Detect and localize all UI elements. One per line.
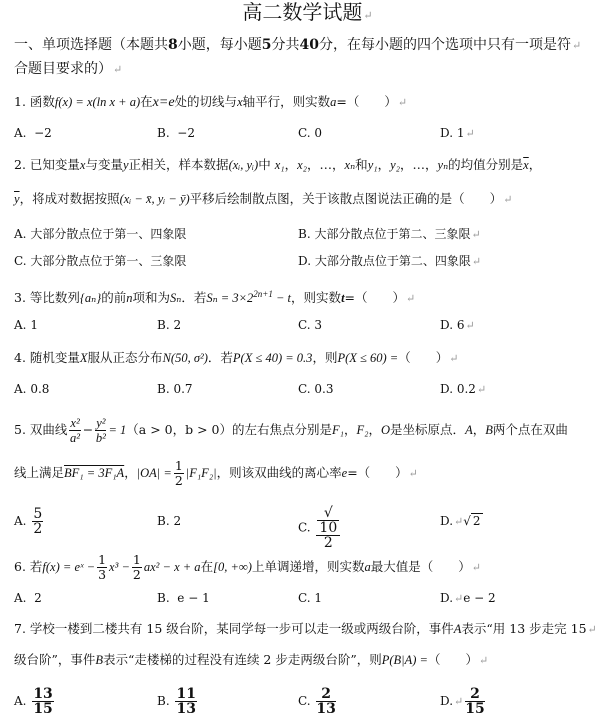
section-heading-cont <box>14 61 122 78</box>
q1-option-b <box>157 125 195 141</box>
q5-oa: |OA| = <box>136 466 172 480</box>
q1-text: 在 <box>140 94 153 109</box>
option-label: B. <box>298 227 311 241</box>
q1-option-c <box>298 125 322 141</box>
return-mark-icon: ↵ <box>587 623 597 636</box>
q7-text: （ ） <box>427 652 478 667</box>
return-mark-icon: ↵ <box>363 9 373 22</box>
option-text: 3 <box>314 318 323 332</box>
option-label: B. <box>157 514 170 528</box>
q5-option-d: D.↵√ 2 <box>440 514 481 528</box>
q5-frac-y <box>95 416 106 445</box>
q6-a: a <box>364 560 371 574</box>
option-label: D. <box>440 514 454 528</box>
option-label: D. <box>440 318 454 332</box>
q4-text: 4. 随机变量 <box>14 350 80 365</box>
section-text: 分共 <box>271 37 300 53</box>
q2-y2: y₂ <box>390 158 401 172</box>
option-fraction <box>175 687 196 716</box>
q4-distribution: N(50, σ²) <box>162 351 208 365</box>
q7-text: 7. 学校一楼到二楼共有 15 级台阶，某同学每一步可以走一级或两级台阶，事件 <box>14 621 454 636</box>
return-mark-icon: ↵ <box>471 228 481 241</box>
q6-text: 在 <box>200 559 214 574</box>
q1-text: 轴平行，则实数 <box>242 94 331 109</box>
q4-option-d <box>440 381 486 398</box>
q4-text: ．若 <box>207 350 233 365</box>
option-label: B. <box>157 382 170 396</box>
q2-text: ，将成对数据按照 <box>19 191 120 206</box>
q3-formula-lhs: Sₙ = 3×2 <box>206 291 254 306</box>
option-label: A. <box>14 514 27 528</box>
q3-option-a <box>14 317 38 333</box>
option-text: 大部分散点位于第二、三象限 <box>314 227 471 241</box>
fraction-num: 13 <box>33 686 53 702</box>
q6-text: 上单调递增，则实数 <box>251 559 365 574</box>
option-label: B. <box>157 591 170 605</box>
q3-text: ．若 <box>181 290 207 306</box>
return-mark-icon: ↵ <box>465 319 475 332</box>
fraction-den: 2 <box>33 521 43 537</box>
return-mark-icon: ↵ <box>454 592 464 605</box>
q7-text: 表示“用 13 步走完 15 <box>461 621 587 636</box>
option-text: 大部分散点位于第一、四象限 <box>30 227 187 241</box>
q1-point: x=e <box>152 95 175 110</box>
q5-condition: （a > 0，b > 0） <box>126 422 232 437</box>
return-mark-icon: ↵ <box>397 96 408 109</box>
q6-term1: x³ − <box>109 560 130 574</box>
q6-option-c <box>298 590 322 606</box>
q5-option-c <box>298 506 342 550</box>
question-7-stem-cont <box>14 652 488 669</box>
return-mark-icon: ↵ <box>465 127 475 140</box>
q5-f1f2: |F₁F₂| <box>185 466 217 480</box>
return-mark-icon: ↵ <box>571 39 582 52</box>
option-label: C. <box>298 520 311 535</box>
option-text: −2 <box>177 126 195 140</box>
q2-y1: y₁ <box>367 158 378 172</box>
fraction-num: √ 10 <box>316 506 340 536</box>
q2-text: 中 <box>258 157 271 172</box>
question-3-stem <box>14 286 415 307</box>
q5-frac-den: a² <box>70 431 81 445</box>
q5-text: 是坐标原点． <box>390 422 466 437</box>
q2-pair: (xᵢ, yᵢ) <box>228 158 259 172</box>
option-label: C. <box>14 254 27 268</box>
option-text: 2 <box>173 318 182 332</box>
q5-half-num: 1 <box>174 458 183 473</box>
return-mark-icon: ↵ <box>471 255 482 268</box>
q6-coef-1 <box>97 553 107 582</box>
q5-half <box>174 459 184 488</box>
q4-ask: P(X ≤ 60) = <box>337 351 399 365</box>
q1-option-d <box>440 125 475 142</box>
q7-option-d <box>440 686 487 717</box>
return-mark-icon: ↵ <box>478 654 489 667</box>
option-label: D. <box>440 382 454 396</box>
q7-probability: P(B|A) = <box>381 653 428 667</box>
q5-text: 的左右焦点分别是 <box>232 422 333 437</box>
q4-given: P(X ≤ 40) = 0.3 <box>232 351 313 365</box>
question-2-stem-cont <box>14 191 512 208</box>
question-2-stem: 2. 已知变量x与变量y正相关，样本数据(xᵢ, yᵢ)中 x₁，x₂，…，xₙ和y₁，y₂，…，yₙ的均值分别是$\overline{x}$， <box>14 157 542 172</box>
q2-option-a <box>14 226 186 242</box>
fraction-num: 2 <box>465 687 484 702</box>
q3-text: 3. 等比数列 <box>14 290 80 306</box>
option-label: A. <box>14 318 27 332</box>
q1-variable: a <box>330 95 337 109</box>
option-text: 0.3 <box>314 382 334 396</box>
fraction-den: 15 <box>33 701 53 717</box>
q4-text: 服从正态分布 <box>87 350 163 365</box>
q5-o: O <box>381 423 391 437</box>
option-label: A. <box>14 694 27 708</box>
sqrt-radicand: 10 <box>319 520 338 536</box>
fraction-den: 13 <box>316 701 336 717</box>
return-mark-icon: ↵ <box>113 63 123 76</box>
option-text: 0.7 <box>173 382 193 396</box>
q3-text: 的前 <box>101 290 127 306</box>
q2-text: 2. 已知变量 <box>14 157 80 172</box>
return-mark-icon: ↵ <box>449 352 459 365</box>
return-mark-icon: ↵ <box>503 193 513 206</box>
q2-text: 平移后绘制散点图，关于该散点图说法正确的是（ ） <box>189 191 503 206</box>
option-label: A. <box>14 591 27 605</box>
option-text: 大部分散点位于第一、三象限 <box>30 254 187 268</box>
return-mark-icon: ↵ <box>406 292 416 306</box>
q5-half-den: 2 <box>174 473 183 488</box>
q1-text: 1. 函数 <box>14 94 55 109</box>
option-label: C. <box>298 318 311 332</box>
q2-shift: (xᵢ − x̄, yᵢ − ȳ) <box>119 192 190 206</box>
option-text: 6 <box>456 318 465 332</box>
q1-option-a <box>14 125 52 141</box>
q2-ybar: $\overline{y}$ <box>14 192 20 206</box>
option-label: C. <box>298 694 311 708</box>
option-label: B. <box>157 318 170 332</box>
q5-text: 5. 双曲线 <box>14 422 68 437</box>
question-count: 8 <box>168 37 178 53</box>
section-heading <box>14 37 581 54</box>
question-1-stem <box>14 94 407 111</box>
q7-event-a: A <box>453 622 462 636</box>
q2-x1: x₁ <box>274 158 285 172</box>
question-7-stem <box>14 621 597 638</box>
q2-text: 和 <box>355 157 368 172</box>
q1-function: f(x) = x(ln x + a) <box>54 95 141 109</box>
q3-sequence: {aₙ} <box>79 291 102 306</box>
fraction-num: 5 <box>33 506 43 522</box>
option-fraction <box>32 507 43 536</box>
option-label: A. <box>14 382 27 396</box>
q5-frac-num: x² <box>70 416 80 430</box>
option-fraction <box>32 687 53 716</box>
q5-e: e <box>341 466 348 480</box>
q5-option-a <box>14 506 45 536</box>
q7-text: 级台阶”，事件 <box>14 652 96 667</box>
q7-option-c <box>298 686 338 716</box>
q7-option-a <box>14 686 56 716</box>
q6-option-d <box>440 590 496 607</box>
option-text: e − 1 <box>177 591 210 605</box>
option-text: e − 2 <box>463 591 496 605</box>
fraction-num: 11 <box>176 686 196 702</box>
q1-axis: x <box>237 95 243 109</box>
q5-vector-eq: BF₁ = 3F₁A <box>64 466 125 480</box>
question-6-stem <box>14 552 481 583</box>
q5-text: ，则该双曲线的离心率 <box>216 465 342 480</box>
return-mark-icon: ↵ <box>476 383 487 396</box>
q4-X: X <box>79 351 88 365</box>
option-fraction <box>316 506 340 550</box>
q6-coef-num: 1 <box>132 552 141 567</box>
option-fraction <box>316 687 335 716</box>
q5-equals-one: = 1 <box>108 423 127 437</box>
option-text: −2 <box>34 126 52 140</box>
q4-option-a <box>14 381 49 397</box>
q3-formula-rhs: − t <box>272 291 292 306</box>
exam-title <box>0 0 615 28</box>
option-text: 1 <box>30 318 38 332</box>
q3-n: n <box>126 291 133 306</box>
option-label: B. <box>157 694 170 708</box>
fraction-den: 13 <box>176 701 196 717</box>
q3-sn: Sₙ <box>170 291 182 306</box>
q2-var-y: y <box>122 158 129 172</box>
option-label: C. <box>298 382 311 396</box>
q6-coef-2 <box>132 553 142 582</box>
q2-text: 与变量 <box>85 157 123 172</box>
q2-option-c <box>14 253 186 269</box>
q4-text: （ ） <box>398 350 449 365</box>
option-text: 0.2 <box>456 382 476 396</box>
question-5-stem: 5. 双曲线 $\frac{\text{x²}}{\text{a²}}$ − $\frac{\text{y²}}{\text{b²}}$ = 1（a > 0，b > 0）的左右焦点分别是F₁，F₂，O是坐标原点．A，B两个点在双曲 <box>14 416 568 445</box>
question-5-stem-cont: 线上满足BF₁ = 3F₁A，|OA| = $\frac{1}{2}$ |F₁F₂|，则该双曲线的离心率e=（ ）↵ <box>14 458 418 488</box>
q2-xbar: $\overline{x}$ <box>523 158 529 172</box>
q6-coef-den: 3 <box>98 567 107 582</box>
q6-text: 6. 若 <box>14 559 43 574</box>
section-text: 分，在每小题的四个选项中只有一项是符 <box>318 37 571 53</box>
q5-text: 线上满足 <box>14 465 65 480</box>
q5-frac-num: y² <box>96 416 106 430</box>
q5-A: A <box>465 423 473 437</box>
option-text: 0 <box>314 126 323 140</box>
q2-var-x: x <box>79 158 86 172</box>
q3-text: 项和为 <box>132 290 171 306</box>
q6-option-b <box>157 590 210 606</box>
q6-coef-num: 1 <box>98 552 107 567</box>
fraction-num: 2 <box>316 687 335 702</box>
q3-formula-exp: 2n+1 <box>253 289 273 299</box>
q5-frac-x <box>69 416 80 445</box>
q5-B: B <box>485 423 493 437</box>
option-label: C. <box>298 126 311 140</box>
q1-text: =（ ） <box>336 94 397 109</box>
q3-option-b <box>157 317 181 333</box>
option-fraction <box>465 687 484 716</box>
option-text: 0.8 <box>30 382 50 396</box>
section-text: 一、单项选择题（本题共 <box>14 37 168 53</box>
q6-interval: [0, +∞) <box>213 560 252 574</box>
option-label: A. <box>14 227 27 241</box>
q2-text: 正相关，样本数据 <box>128 157 229 172</box>
q7-event-b: B <box>95 653 104 667</box>
option-text: 大部分散点位于第二、四象限 <box>314 254 471 268</box>
q6-text: 最大值是（ ） <box>370 559 471 574</box>
q3-option-c <box>298 317 322 333</box>
q5-minus: − <box>82 422 94 437</box>
q2-option-b <box>298 226 481 243</box>
option-label: A. <box>14 126 27 140</box>
q2-option-d <box>298 253 481 270</box>
option-text: 2 <box>34 591 42 605</box>
q2-x2: x₂ <box>297 158 308 172</box>
q6-term2: ax² − x + a <box>143 560 201 574</box>
q7-text: 表示“走楼梯的过程没有连续 2 步走两级台阶”，则 <box>103 652 382 667</box>
q5-text: =（ ） <box>347 465 408 480</box>
points-total: 40 <box>299 37 319 53</box>
fraction-den: 2 <box>323 535 333 551</box>
q4-option-b <box>157 381 193 397</box>
option-label: D. <box>440 591 454 605</box>
question-4-stem <box>14 350 458 367</box>
option-text: 2 <box>173 514 182 528</box>
q5-option-b <box>157 506 181 536</box>
option-label: B. <box>157 126 170 140</box>
return-mark-icon: ↵ <box>454 695 464 708</box>
q3-option-d <box>440 317 475 334</box>
option-label: C. <box>298 591 311 605</box>
q4-text: ，则 <box>312 350 338 365</box>
sqrt-radicand: 2 <box>472 514 481 528</box>
q3-text: =（ ） <box>344 290 406 306</box>
q2-text: 的均值分别是 <box>448 157 524 172</box>
fraction-den: 15 <box>465 701 485 717</box>
q2-xn: xₙ <box>344 158 356 172</box>
option-label: D. <box>440 694 454 708</box>
option-label: D. <box>440 126 454 140</box>
points-each: 5 <box>261 37 272 53</box>
q1-text: 处的切线与 <box>174 94 238 109</box>
q4-option-c <box>298 381 334 397</box>
option-label: D. <box>298 254 312 268</box>
q6-coef-den: 2 <box>132 567 141 582</box>
title-text: 高二数学试题 <box>242 0 363 24</box>
return-mark-icon: ↵ <box>454 515 464 528</box>
q6-func-lhs: f(x) = eˣ − <box>42 560 96 574</box>
q5-text: 两个点在双曲 <box>492 422 568 437</box>
return-mark-icon: ↵ <box>408 467 418 480</box>
option-text: 1 <box>456 126 465 140</box>
q5-frac-den: b² <box>95 431 106 445</box>
return-mark-icon: ↵ <box>471 561 481 574</box>
q5-f1: F₁ <box>332 423 344 437</box>
q2-yn: yₙ <box>437 158 449 172</box>
q7-option-b <box>157 686 199 716</box>
q3-t: t <box>341 291 345 306</box>
option-text: 1 <box>314 591 323 605</box>
q3-text: ，则实数 <box>291 290 342 306</box>
section-text: 合题目要求的） <box>14 61 112 77</box>
q5-f2: F₂ <box>356 423 369 437</box>
q6-option-a <box>14 590 42 606</box>
q3-formula <box>206 291 291 305</box>
section-text: 小题，每小题 <box>177 37 262 53</box>
